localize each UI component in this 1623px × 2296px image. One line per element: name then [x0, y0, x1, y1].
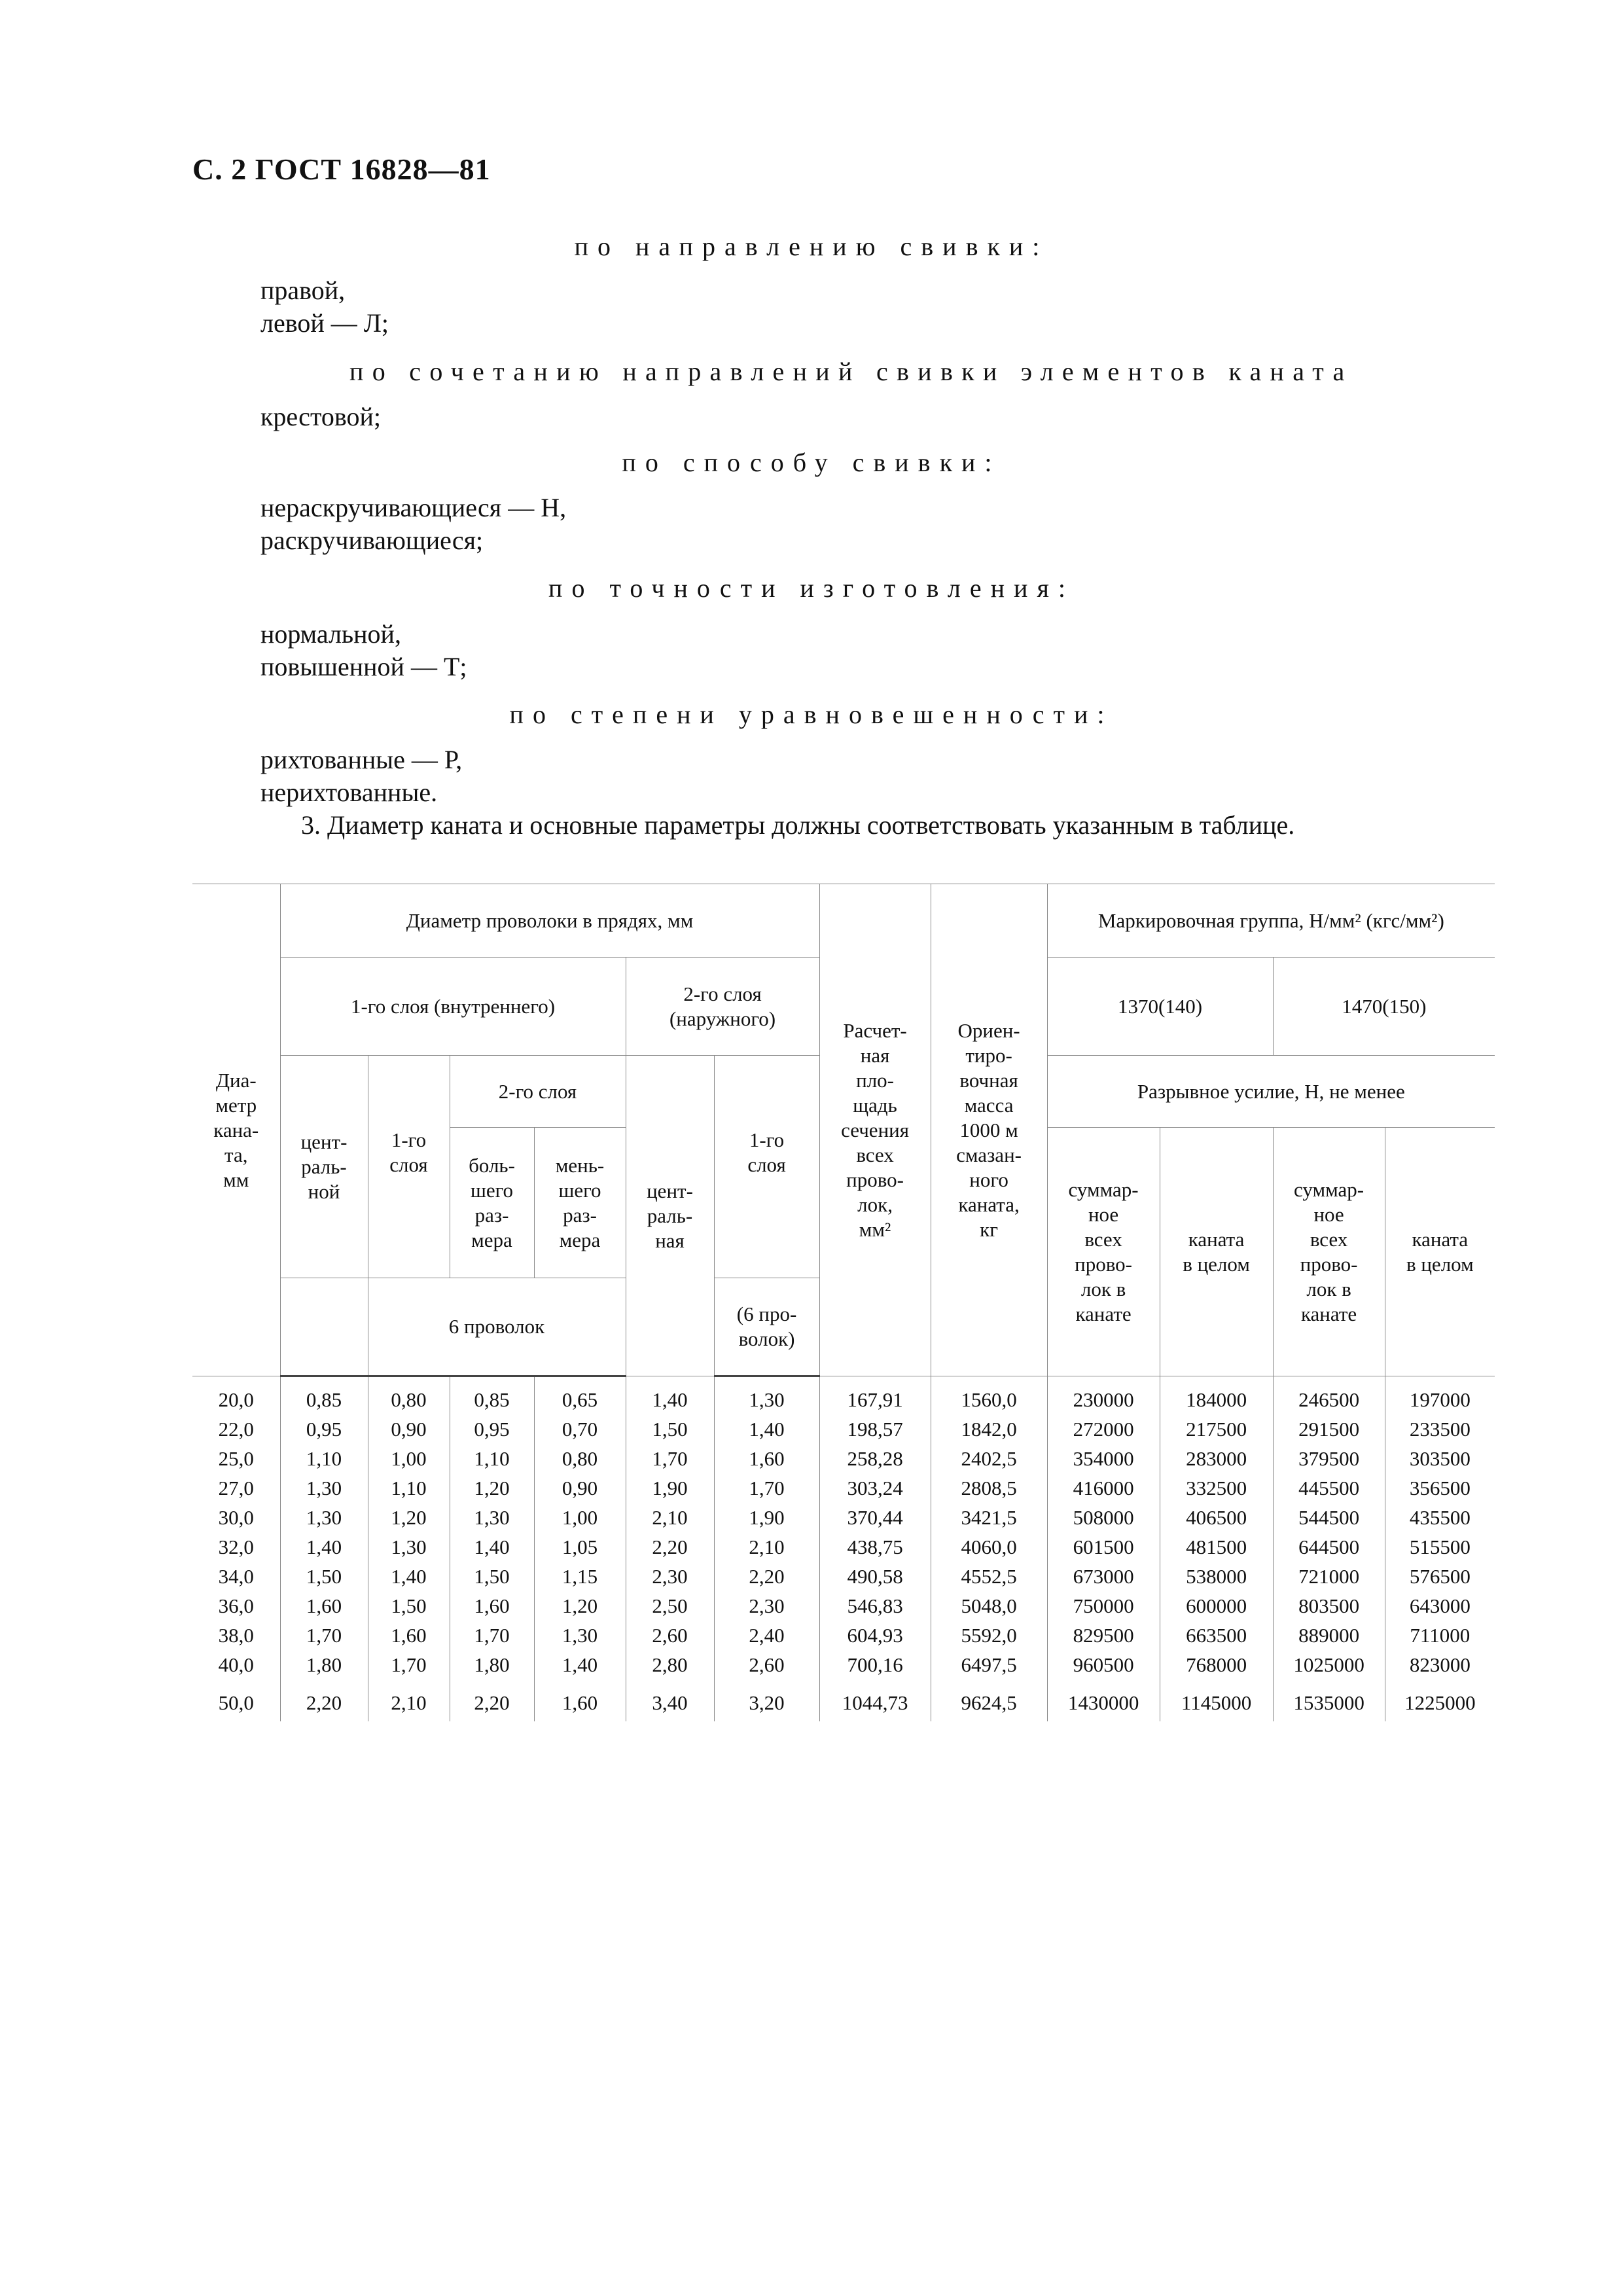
col-section-area: Расчет- ная пло- щадь сечения всех прово- лок, мм² [819, 884, 931, 1376]
table-cell: 438,75 [819, 1532, 931, 1562]
col-l1-bigger: боль- шего раз- мера [450, 1128, 534, 1278]
table-cell: 508000 [1047, 1503, 1160, 1532]
paragraph-3: 3. Диаметр каната и основные параметры должны соответствовать указанным в таблице. [301, 810, 1295, 840]
table-cell: 2,40 [714, 1621, 819, 1650]
table-cell: 1,50 [626, 1414, 714, 1444]
table-cell: 1,60 [450, 1591, 534, 1621]
table-cell: 283000 [1160, 1444, 1273, 1473]
table-row [192, 1650, 1495, 1679]
table-cell: 1430000 [1047, 1679, 1160, 1721]
table-cell: 2,20 [714, 1562, 819, 1591]
table-cell: 1,30 [280, 1503, 368, 1532]
col-grade-1470: 1470(150) [1273, 958, 1495, 1056]
table-cell: 1,05 [534, 1532, 626, 1562]
table-cell: 1,00 [534, 1503, 626, 1532]
table-cell: 1,40 [450, 1532, 534, 1562]
col-rope-mass: Ориен- тиро- вочная масса 1000 м смазан- ного каната, кг [931, 884, 1047, 1376]
table-cell: 803500 [1273, 1591, 1385, 1621]
table-cell: 258,28 [819, 1444, 931, 1473]
table-cell: 1145000 [1160, 1679, 1273, 1721]
table-cell: 379500 [1273, 1444, 1385, 1473]
col-rope-1470: каната в целом [1385, 1128, 1495, 1376]
heading-direction: по направлению свивки: [574, 232, 1049, 261]
table-cell: 1,50 [280, 1562, 368, 1591]
table-cell: 1,60 [714, 1444, 819, 1473]
heading-method: по способу свивки: [622, 448, 1001, 477]
table-cell: 406500 [1160, 1503, 1273, 1532]
table-cell: 1,70 [280, 1621, 368, 1650]
table-cell: 246500 [1273, 1376, 1385, 1415]
table-cell: 1,50 [368, 1591, 450, 1621]
table-cell: 1,70 [450, 1621, 534, 1650]
table-cell: 1,30 [280, 1473, 368, 1503]
table-cell: 2808,5 [931, 1473, 1047, 1503]
table-cell: 167,91 [819, 1376, 931, 1415]
table-cell: 4060,0 [931, 1532, 1047, 1562]
table-cell: 1560,0 [931, 1376, 1047, 1415]
table-cell: 1,40 [534, 1650, 626, 1679]
table-cell: 481500 [1160, 1532, 1273, 1562]
table-cell: 889000 [1273, 1621, 1385, 1650]
table-cell: 1025000 [1273, 1650, 1385, 1679]
heading-precision: по точности изготовления: [548, 573, 1075, 603]
table-cell: 1,10 [450, 1444, 534, 1473]
col-l1-second: 2-го слоя [450, 1056, 626, 1128]
list-item: левой — Л; [260, 308, 389, 338]
table-cell: 0,95 [280, 1414, 368, 1444]
table-cell: 6497,5 [931, 1650, 1047, 1679]
table-cell: 370,44 [819, 1503, 931, 1532]
table-cell: 643000 [1385, 1591, 1495, 1621]
table-cell: 1225000 [1385, 1679, 1495, 1721]
table-cell: 3421,5 [931, 1503, 1047, 1532]
table-cell: 3,20 [714, 1679, 819, 1721]
table-cell: 356500 [1385, 1473, 1495, 1503]
table-cell: 0,90 [534, 1473, 626, 1503]
table-cell: 1,70 [368, 1650, 450, 1679]
table-cell: 1,40 [368, 1562, 450, 1591]
col-six-wires-paren: (6 про- волок) [714, 1278, 819, 1376]
table-cell: 50,0 [192, 1679, 280, 1721]
table-cell: 0,70 [534, 1414, 626, 1444]
col-l2-central: цент- раль- ная [626, 1056, 714, 1376]
table-cell: 1,60 [368, 1621, 450, 1650]
table-cell: 5048,0 [931, 1591, 1047, 1621]
table-cell: 1,30 [534, 1621, 626, 1650]
table-row [192, 1473, 1495, 1503]
table-cell: 2402,5 [931, 1444, 1047, 1473]
table-cell: 2,10 [626, 1503, 714, 1532]
col-l1-central: цент- раль- ной [280, 1056, 368, 1278]
table-cell: 34,0 [192, 1562, 280, 1591]
table-cell: 1,90 [626, 1473, 714, 1503]
table-cell: 9624,5 [931, 1679, 1047, 1721]
table-cell: 1,10 [368, 1473, 450, 1503]
col-l1-first: 1-го слоя [368, 1056, 450, 1278]
table-cell: 2,20 [626, 1532, 714, 1562]
list-item: нерихтованные. [260, 778, 438, 807]
table-cell: 1,10 [280, 1444, 368, 1473]
table-cell: 663500 [1160, 1621, 1273, 1650]
table-cell: 750000 [1047, 1591, 1160, 1621]
table-row [192, 1532, 1495, 1562]
table-cell: 3,40 [626, 1679, 714, 1721]
table-cell: 25,0 [192, 1444, 280, 1473]
table-cell: 0,80 [368, 1376, 450, 1415]
table-cell: 673000 [1047, 1562, 1160, 1591]
table-cell: 644500 [1273, 1532, 1385, 1562]
table-row [192, 1503, 1495, 1532]
table-cell: 2,50 [626, 1591, 714, 1621]
table-cell: 721000 [1273, 1562, 1385, 1591]
table-cell: 435500 [1385, 1503, 1495, 1532]
table-cell: 1,30 [450, 1503, 534, 1532]
table-cell: 1,70 [714, 1473, 819, 1503]
list-item: рихтованные — Р, [260, 745, 463, 774]
table-cell: 0,95 [450, 1414, 534, 1444]
table-cell: 544500 [1273, 1503, 1385, 1532]
parameters-table [192, 884, 1495, 1721]
table-cell: 768000 [1160, 1650, 1273, 1679]
table-cell: 1,90 [714, 1503, 819, 1532]
list-item: правой, [260, 276, 346, 305]
list-item: раскручивающиеся; [260, 526, 484, 555]
col-sum-1470: суммар- ное всех прово- лок в канате [1273, 1128, 1385, 1376]
table-cell: 490,58 [819, 1562, 931, 1591]
table-cell: 538000 [1160, 1562, 1273, 1591]
table-cell: 1044,73 [819, 1679, 931, 1721]
table-row [192, 1679, 1495, 1721]
table-cell: 2,80 [626, 1650, 714, 1679]
table-cell: 1535000 [1273, 1679, 1385, 1721]
table-cell: 32,0 [192, 1532, 280, 1562]
table-cell: 2,60 [626, 1621, 714, 1650]
table-cell: 291500 [1273, 1414, 1385, 1444]
table-cell: 27,0 [192, 1473, 280, 1503]
col-layer1: 1-го слоя (внутреннего) [280, 958, 626, 1056]
list-item: повышенной — Т; [260, 652, 467, 681]
table-cell: 960500 [1047, 1650, 1160, 1679]
table-row [192, 1562, 1495, 1591]
table-cell: 197000 [1385, 1376, 1495, 1415]
table-cell: 217500 [1160, 1414, 1273, 1444]
table-cell: 1,15 [534, 1562, 626, 1591]
col-grade-1370: 1370(140) [1047, 958, 1273, 1056]
table-cell: 2,20 [280, 1679, 368, 1721]
table-cell: 40,0 [192, 1650, 280, 1679]
table-cell: 2,60 [714, 1650, 819, 1679]
col-breaking-force: Разрывное усилие, Н, не менее [1047, 1056, 1495, 1128]
table-row [192, 1591, 1495, 1621]
table-cell: 604,93 [819, 1621, 931, 1650]
table-cell: 1,60 [280, 1591, 368, 1621]
table-cell: 1,50 [450, 1562, 534, 1591]
col-rope-diameter: Диа- метр кана- та, мм [192, 884, 280, 1376]
table-cell: 0,90 [368, 1414, 450, 1444]
col-six-wires: 6 проволок [368, 1278, 626, 1376]
table-cell: 829500 [1047, 1621, 1160, 1650]
col-layer2: 2-го слоя (наружного) [626, 958, 819, 1056]
table-cell: 1,20 [368, 1503, 450, 1532]
table-cell: 515500 [1385, 1532, 1495, 1562]
table-cell: 38,0 [192, 1621, 280, 1650]
table-cell: 601500 [1047, 1532, 1160, 1562]
table-row [192, 1621, 1495, 1650]
col-wire-diameter: Диаметр проволоки в прядях, мм [280, 884, 819, 958]
table-cell: 22,0 [192, 1414, 280, 1444]
col-rope-1370: каната в целом [1160, 1128, 1273, 1376]
table-cell: 1,70 [626, 1444, 714, 1473]
col-l1-smaller: мень- шего раз- мера [534, 1128, 626, 1278]
page-header: С. 2 ГОСТ 16828—81 [192, 152, 491, 186]
table-cell: 4552,5 [931, 1562, 1047, 1591]
table-row [192, 1376, 1495, 1415]
table-cell: 1842,0 [931, 1414, 1047, 1444]
table-cell: 303500 [1385, 1444, 1495, 1473]
list-item: крестовой; [260, 402, 382, 431]
col-l2-first: 1-го слоя [714, 1056, 819, 1278]
table-row [192, 1414, 1495, 1444]
table-cell: 0,65 [534, 1376, 626, 1415]
table-cell: 445500 [1273, 1473, 1385, 1503]
table-cell: 2,30 [714, 1591, 819, 1621]
table-cell: 303,24 [819, 1473, 931, 1503]
table-cell: 416000 [1047, 1473, 1160, 1503]
table-cell: 2,10 [368, 1679, 450, 1721]
table-cell: 2,20 [450, 1679, 534, 1721]
list-item: нераскручивающиеся — Н, [260, 493, 567, 522]
table-cell: 0,85 [280, 1376, 368, 1415]
table-cell: 1,30 [368, 1532, 450, 1562]
heading-combination: по сочетанию направлений свивки элементов каната [349, 357, 1353, 386]
table-cell: 0,85 [450, 1376, 534, 1415]
table-cell: 1,40 [280, 1532, 368, 1562]
table-row [192, 1444, 1495, 1473]
table-cell: 0,80 [534, 1444, 626, 1473]
table-cell: 546,83 [819, 1591, 931, 1621]
table-cell: 1,30 [714, 1376, 819, 1415]
table-cell: 184000 [1160, 1376, 1273, 1415]
table-cell: 233500 [1385, 1414, 1495, 1444]
table-cell: 1,40 [714, 1414, 819, 1444]
table-cell: 1,80 [280, 1650, 368, 1679]
table-cell: 2,30 [626, 1562, 714, 1591]
col-grade-group: Маркировочная группа, Н/мм² (кгс/мм²) [1047, 884, 1495, 958]
table-cell: 272000 [1047, 1414, 1160, 1444]
table-cell: 20,0 [192, 1376, 280, 1415]
table-cell: 1,00 [368, 1444, 450, 1473]
table-cell: 600000 [1160, 1591, 1273, 1621]
table-cell: 1,40 [626, 1376, 714, 1415]
table-cell: 711000 [1385, 1621, 1495, 1650]
table-cell: 1,20 [534, 1591, 626, 1621]
table-cell: 30,0 [192, 1503, 280, 1532]
table-cell: 2,10 [714, 1532, 819, 1562]
table-cell: 198,57 [819, 1414, 931, 1444]
table-cell: 1,60 [534, 1679, 626, 1721]
table-cell: 576500 [1385, 1562, 1495, 1591]
col-sum-1370: суммар- ное всех прово- лок в канате [1047, 1128, 1160, 1376]
table-cell: 700,16 [819, 1650, 931, 1679]
table-cell: 230000 [1047, 1376, 1160, 1415]
table-cell: 1,20 [450, 1473, 534, 1503]
list-item: нормальной, [260, 619, 401, 649]
heading-balance: по степени уравновешенности: [509, 700, 1114, 729]
table-cell: 36,0 [192, 1591, 280, 1621]
table-cell: 823000 [1385, 1650, 1495, 1679]
table-cell: 354000 [1047, 1444, 1160, 1473]
table-cell: 1,80 [450, 1650, 534, 1679]
table-cell: 332500 [1160, 1473, 1273, 1503]
table-cell: 5592,0 [931, 1621, 1047, 1650]
